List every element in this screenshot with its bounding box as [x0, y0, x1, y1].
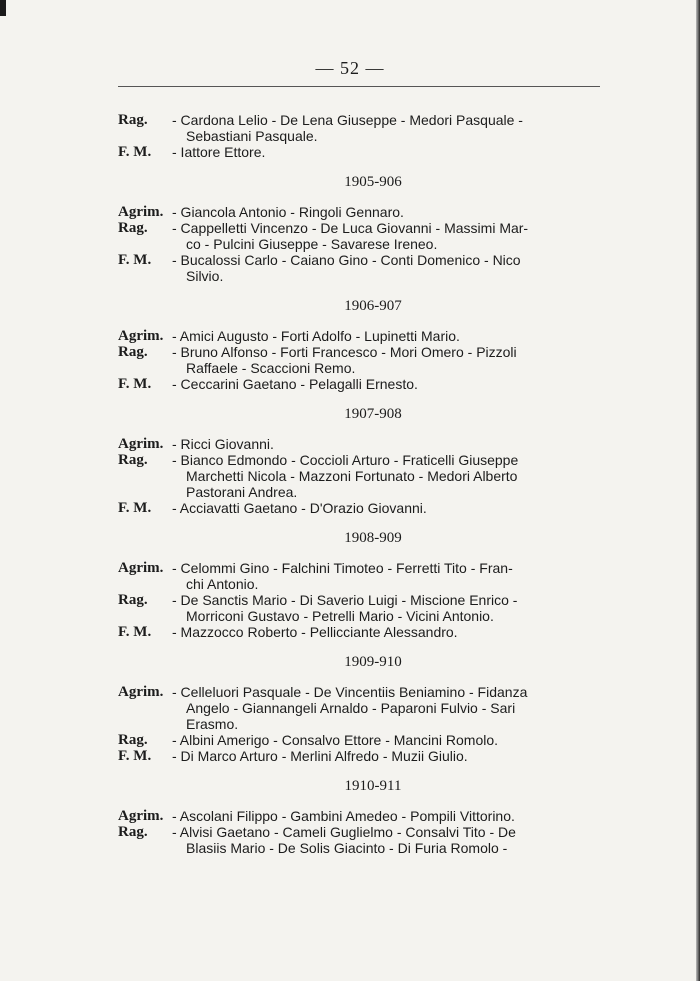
- names-line: Blasiis Mario - De Solis Giacinto - Di Furia Romolo -: [186, 840, 508, 856]
- course-label: Rag.: [118, 824, 148, 840]
- graduate-entry: [118, 436, 606, 452]
- names-line: - Giancola Antonio - Ringoli Gennaro.: [172, 204, 404, 220]
- school-year-heading: 1906-907: [344, 298, 402, 314]
- names-line: - Amici Augusto - Forti Adolfo - Lupinetti Mario.: [172, 328, 460, 344]
- course-label: Rag.: [118, 344, 148, 360]
- course-label: Agrim.: [118, 560, 164, 576]
- graduate-names: [172, 684, 606, 732]
- names-line: - Bruno Alfonso - Forti Francesco - Mori Omero - Pizzoli: [172, 344, 517, 360]
- names-line: Pastorani Andrea.: [186, 484, 298, 500]
- course-label: Agrim.: [118, 684, 164, 700]
- graduate-entry: [118, 748, 606, 764]
- names-line: - Cappelletti Vincenzo - De Luca Giovanni - Massimi Mar-: [172, 220, 529, 236]
- names-line: - Celleluori Pasquale - De Vincentiis Beniamino - Fidanza: [172, 684, 528, 700]
- names-line: - Ricci Giovanni.: [172, 436, 274, 452]
- names-line: - Albini Amerigo - Consalvo Ettore - Mancini Romolo.: [172, 732, 499, 748]
- school-year-heading: 1908-909: [344, 530, 402, 546]
- school-year-heading: 1907-908: [344, 406, 402, 422]
- course-label: F. M.: [118, 624, 152, 640]
- names-line: Raffaele - Scaccioni Remo.: [186, 360, 356, 376]
- graduate-names: [172, 500, 606, 516]
- names-line: - Cardona Lelio - De Lena Giuseppe - Medori Pasquale -: [172, 112, 523, 128]
- graduate-entry: [118, 684, 606, 732]
- graduate-entry: [118, 732, 606, 748]
- names-line: - Ascolani Filippo - Gambini Amedeo - Pompili Vittorino.: [172, 808, 515, 824]
- graduate-names: [172, 452, 606, 500]
- graduate-entry: [118, 560, 606, 592]
- graduate-names: [172, 560, 606, 592]
- header-rule: [118, 86, 600, 87]
- graduate-entry: [118, 328, 606, 344]
- course-label: Rag.: [118, 452, 148, 468]
- graduate-names: [172, 624, 606, 640]
- names-line: - Di Marco Arturo - Merlini Alfredo - Muzii Giulio.: [172, 748, 468, 764]
- graduate-names: [172, 344, 606, 376]
- graduates-list: [118, 112, 606, 856]
- course-label: F. M.: [118, 144, 152, 160]
- course-label: F. M.: [118, 748, 152, 764]
- graduate-entry: [118, 452, 606, 500]
- school-year-heading: 1905-906: [344, 174, 402, 190]
- names-line: - Bianco Edmondo - Coccioli Arturo - Fraticelli Giuseppe: [172, 452, 519, 468]
- graduate-entry: [118, 144, 606, 160]
- course-label: Agrim.: [118, 808, 164, 824]
- course-label: Rag.: [118, 592, 148, 608]
- graduate-entry: [118, 204, 606, 220]
- school-year-heading: 1909-910: [344, 654, 402, 670]
- graduate-names: [172, 592, 606, 624]
- graduate-names: [172, 748, 606, 764]
- names-line: - Alvisi Gaetano - Cameli Guglielmo - Consalvi Tito - De: [172, 824, 516, 840]
- graduate-entry: [118, 252, 606, 284]
- course-label: Agrim.: [118, 204, 164, 220]
- names-line: Erasmo.: [186, 716, 239, 732]
- names-line: - De Sanctis Mario - Di Saverio Luigi - Miscione Enrico -: [172, 592, 518, 608]
- school-year-heading: 1910-911: [344, 778, 402, 794]
- graduate-entry: [118, 592, 606, 624]
- graduate-names: [172, 144, 606, 160]
- graduate-entry: [118, 376, 606, 392]
- graduate-names: [172, 436, 606, 452]
- graduate-entry: [118, 824, 606, 856]
- graduate-names: [172, 824, 606, 856]
- graduate-names: [172, 112, 606, 144]
- names-line: chi Antonio.: [186, 576, 259, 592]
- graduate-names: [172, 732, 606, 748]
- course-label: Rag.: [118, 732, 148, 748]
- names-line: - Bucalossi Carlo - Caiano Gino - Conti Domenico - Nico: [172, 252, 521, 268]
- names-line: - Ceccarini Gaetano - Pelagalli Ernesto.: [172, 376, 418, 392]
- course-label: Rag.: [118, 220, 148, 236]
- names-line: - Acciavatti Gaetano - D'Orazio Giovanni.: [172, 500, 427, 516]
- scan-corner-mark: [0, 0, 6, 16]
- course-label: Rag.: [118, 112, 148, 128]
- course-label: Agrim.: [118, 436, 164, 452]
- graduate-names: [172, 328, 606, 344]
- graduate-names: [172, 220, 606, 252]
- graduate-entry: [118, 500, 606, 516]
- course-label: Agrim.: [118, 328, 164, 344]
- names-line: - Celommi Gino - Falchini Timoteo - Ferretti Tito - Fran-: [172, 560, 513, 576]
- graduate-names: [172, 204, 606, 220]
- names-line: Angelo - Giannangeli Arnaldo - Paparoni Fulvio - Sari: [186, 700, 516, 716]
- course-label: F. M.: [118, 500, 152, 516]
- graduate-entry: [118, 112, 606, 144]
- names-line: Sebastiani Pasquale.: [186, 128, 318, 144]
- course-label: F. M.: [118, 376, 152, 392]
- page-number: — 52 —: [315, 58, 385, 78]
- graduate-names: [172, 808, 606, 824]
- graduate-entry: [118, 624, 606, 640]
- names-line: Marchetti Nicola - Mazzoni Fortunato - Medori Alberto: [186, 468, 518, 484]
- names-line: Morriconi Gustavo - Petrelli Mario - Vicini Antonio.: [186, 608, 494, 624]
- graduate-entry: [118, 220, 606, 252]
- names-line: Silvio.: [186, 268, 224, 284]
- graduate-names: [172, 376, 606, 392]
- names-line: - Iattore Ettore.: [172, 144, 266, 160]
- course-label: F. M.: [118, 252, 152, 268]
- graduate-entry: [118, 344, 606, 376]
- scan-edge-shadow: [696, 0, 700, 981]
- names-line: co - Pulcini Giuseppe - Savarese Ireneo.: [186, 236, 438, 252]
- graduate-names: [172, 252, 606, 284]
- graduate-entry: [118, 808, 606, 824]
- names-line: - Mazzocco Roberto - Pellicciante Alessandro.: [172, 624, 458, 640]
